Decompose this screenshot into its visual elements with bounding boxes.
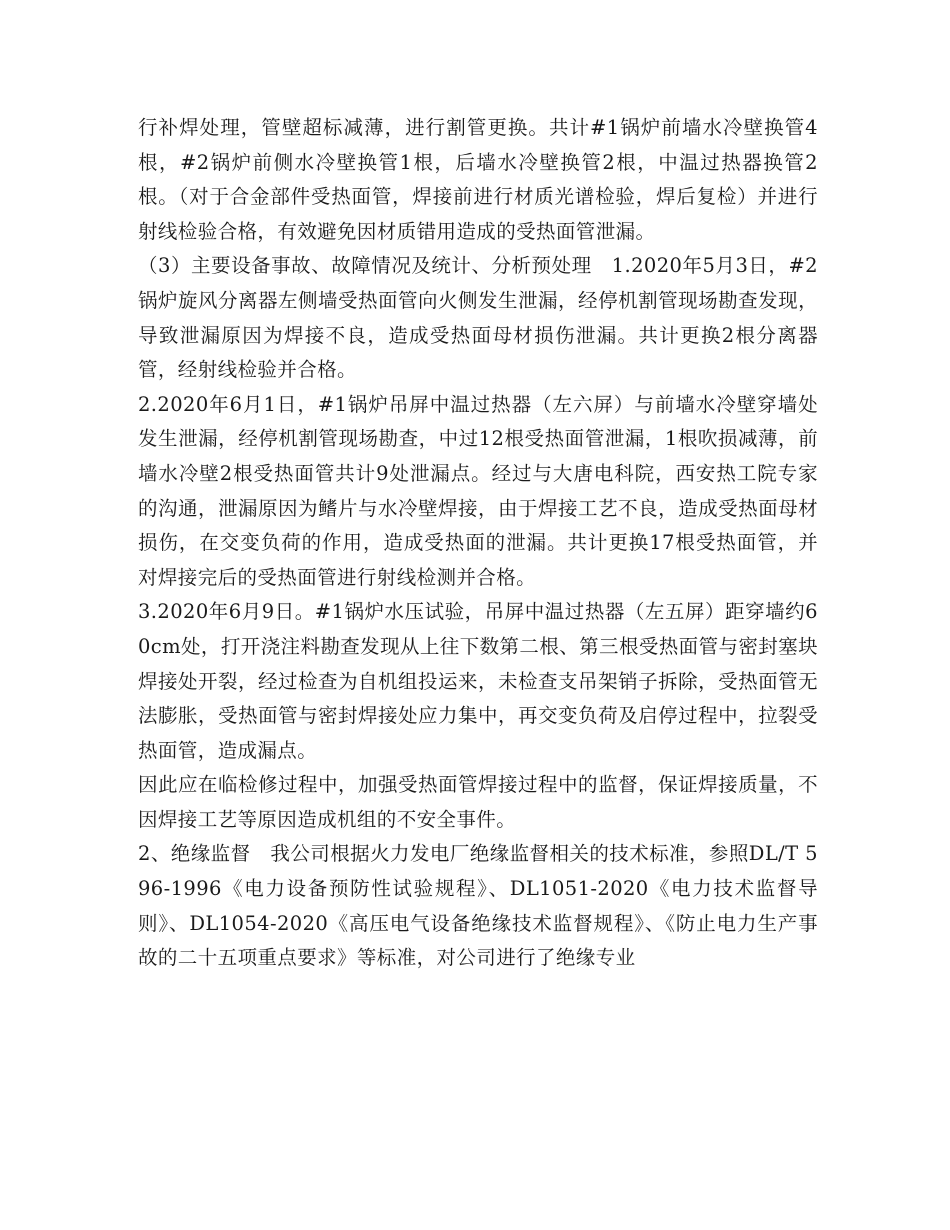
paragraph-welding-supervision: 因此应在临检修过程中，加强受热面管焊接过程中的监督，保证焊接质量，不因焊接工艺等原因造成机组的不安全事件。 (138, 773, 818, 831)
document-page (138, 111, 818, 976)
paragraph-accident-statistics: （3）主要设备事故、故障情况及统计、分析预处理 1.2020年5月3日，#2锅炉旋风分离器左侧墙受热面管向火侧发生泄漏，经停机割管现场勘查发现，导致泄漏原因为焊接不良，造成受热面母材损伤泄漏。共计更换2根分离器管，经射线检验并合格。 (138, 254, 818, 382)
paragraph-june-1-leak: 2.2020年6月1日，#1锅炉吊屏中温过热器（左六屏）与前墙水冷壁穿墙处发生泄漏，经停机割管现场勘查，中过12根受热面管泄漏，1根吹损减薄，前墙水冷壁2根受热面管共计9处泄漏点。经过与大唐电科院，西安热工院专家的沟通，泄漏原因为鳍片与水冷壁焊接，由于焊接工艺不良，造成受热面母材损伤，在交变负荷的作用，造成受热面的泄漏。共计更换17根受热面管，并对焊接完后的受热面管进行射线检测并合格。 (138, 392, 818, 589)
paragraph-boiler-tube-replacement: 行补焊处理，管壁超标减薄，进行割管更换。共计#1锅炉前墙水冷壁换管4根，#2锅炉前侧水冷壁换管1根，后墙水冷壁换管2根，中温过热器换管2根。（对于合金部件受热面管，焊接前进行材质光谱检验，焊后复检）并进行射线检验合格，有效避免因材质错用造成的受热面管泄漏。 (138, 116, 818, 243)
paragraph-june-9-pressure-test: 3.2020年6月9日。#1锅炉水压试验，吊屏中温过热器（左五屏）距穿墙约60cm处，打开浇注料勘查发现从上往下数第二根、第三根受热面管与密封塞块焊接处开裂，经过检查为自机组投运来，未检查支吊架销子拆除，受热面管无法膨胀，受热面管与密封焊接处应力集中，再交变负荷及启停过程中，拉裂受热面管，造成漏点。 (138, 600, 818, 762)
paragraph-insulation-supervision: 2、绝缘监督 我公司根据火力发电厂绝缘监督相关的技术标准，参照DL/T 596-1996《电力设备预防性试验规程》、DL1051-2020《电力技术监督导则》、DL1054-2020《高压电气设备绝缘技术监督规程》、《防止电力生产事故的二十五项重点要求》等标准，对公司进行了绝缘专业 (138, 842, 818, 970)
